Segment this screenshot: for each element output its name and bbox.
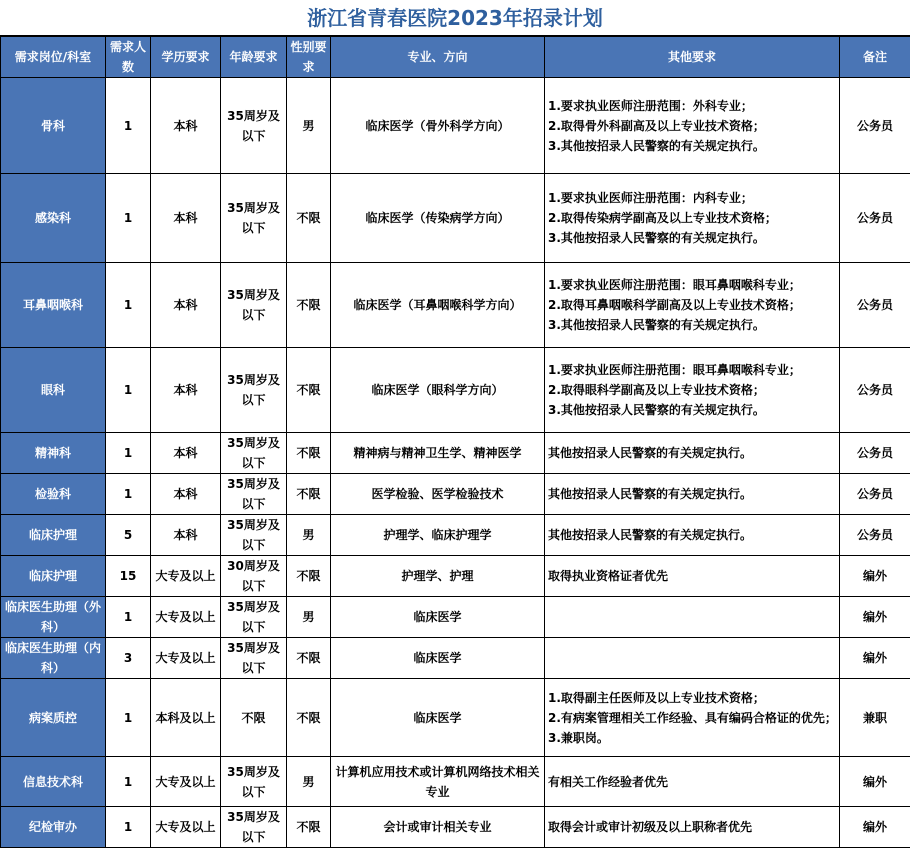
- requirement-line: 1.要求执业医师注册范围：眼耳鼻咽喉科专业；: [548, 360, 837, 380]
- major-cell: 临床医学: [331, 638, 545, 679]
- education-cell: 大专及以上: [151, 556, 221, 597]
- count-cell: 1: [106, 474, 151, 515]
- count-cell: 1: [106, 263, 151, 348]
- note-cell: 公务员: [840, 348, 910, 433]
- gender-cell: 不限: [287, 679, 331, 757]
- position-cell: 耳鼻咽喉科: [1, 263, 106, 348]
- major-cell: 临床医学（眼科学方向）: [331, 348, 545, 433]
- count-cell: 1: [106, 348, 151, 433]
- requirements-cell: [545, 597, 840, 638]
- requirement-line: 3.其他按招录人民警察的有关规定执行。: [548, 400, 837, 420]
- requirement-line: 1.取得副主任医师及以上专业技术资格；: [548, 688, 837, 708]
- note-cell: 编外: [840, 638, 910, 679]
- gender-cell: 男: [287, 78, 331, 174]
- requirement-line: 2.取得骨外科副高及以上专业技术资格；: [548, 116, 837, 136]
- requirements-cell: [545, 174, 840, 263]
- requirements-cell: [545, 348, 840, 433]
- note-cell: 公务员: [840, 174, 910, 263]
- age-cell: 35周岁及以下: [221, 807, 287, 848]
- age-cell: 30周岁及以下: [221, 556, 287, 597]
- note-cell: 编外: [840, 807, 910, 848]
- note-cell: 公务员: [840, 515, 910, 556]
- requirement-line: 1.要求执业医师注册范围：内科专业；: [548, 188, 837, 208]
- page-title: 浙江省青春医院2023年招录计划: [0, 0, 910, 36]
- major-cell: 临床医学: [331, 597, 545, 638]
- education-cell: 本科: [151, 474, 221, 515]
- requirement-line: 3.其他按招录人民警察的有关规定执行。: [548, 228, 837, 248]
- age-cell: 35周岁及以下: [221, 174, 287, 263]
- requirement-line: 2.有病案管理相关工作经验、具有编码合格证的优先；: [548, 708, 837, 728]
- position-cell: 检验科: [1, 474, 106, 515]
- gender-cell: 不限: [287, 474, 331, 515]
- note-cell: 公务员: [840, 263, 910, 348]
- requirement-line: 其他按招录人民警察的有关规定执行。: [548, 443, 837, 463]
- position-cell: 纪检审办: [1, 807, 106, 848]
- age-cell: 35周岁及以下: [221, 597, 287, 638]
- gender-cell: 不限: [287, 556, 331, 597]
- note-cell: 编外: [840, 757, 910, 807]
- note-cell: 公务员: [840, 474, 910, 515]
- major-cell: 护理学、临床护理学: [331, 515, 545, 556]
- table-row: [1, 174, 910, 263]
- table-row: [1, 807, 910, 848]
- requirement-line: 3.兼职岗。: [548, 728, 837, 748]
- major-cell: 临床医学（传染病学方向）: [331, 174, 545, 263]
- requirements-cell: [545, 433, 840, 474]
- table-row: [1, 597, 910, 638]
- table-row: [1, 263, 910, 348]
- requirement-line: 取得会计或审计初级及以上职称者优先: [548, 817, 837, 837]
- position-cell: 感染科: [1, 174, 106, 263]
- gender-cell: 不限: [287, 807, 331, 848]
- table-row: [1, 515, 910, 556]
- count-cell: 1: [106, 433, 151, 474]
- education-cell: 本科: [151, 174, 221, 263]
- age-cell: 35周岁及以下: [221, 757, 287, 807]
- count-cell: 1: [106, 807, 151, 848]
- requirement-line: 有相关工作经验者优先: [548, 772, 837, 792]
- table-row: [1, 638, 910, 679]
- requirement-line: 2.取得传染病学副高及以上专业技术资格；: [548, 208, 837, 228]
- education-cell: 本科及以上: [151, 679, 221, 757]
- education-cell: 本科: [151, 515, 221, 556]
- table-row: [1, 757, 910, 807]
- table-row: [1, 348, 910, 433]
- education-cell: 本科: [151, 263, 221, 348]
- gender-cell: 男: [287, 597, 331, 638]
- note-cell: 兼职: [840, 679, 910, 757]
- major-cell: 会计或审计相关专业: [331, 807, 545, 848]
- education-cell: 大专及以上: [151, 597, 221, 638]
- education-cell: 大专及以上: [151, 757, 221, 807]
- position-cell: 眼科: [1, 348, 106, 433]
- requirement-line: 其他按招录人民警察的有关规定执行。: [548, 484, 837, 504]
- position-cell: 信息技术科: [1, 757, 106, 807]
- age-cell: 35周岁及以下: [221, 433, 287, 474]
- requirement-line: 1.要求执业医师注册范围：外科专业；: [548, 96, 837, 116]
- gender-cell: 男: [287, 757, 331, 807]
- requirement-line: 取得执业资格证者优先: [548, 566, 837, 586]
- education-cell: 大专及以上: [151, 638, 221, 679]
- count-cell: 1: [106, 757, 151, 807]
- note-cell: 编外: [840, 556, 910, 597]
- requirements-cell: [545, 679, 840, 757]
- count-cell: 15: [106, 556, 151, 597]
- table-row: [1, 433, 910, 474]
- position-cell: 临床医生助理（外科）: [1, 597, 106, 638]
- requirements-cell: [545, 556, 840, 597]
- count-cell: 3: [106, 638, 151, 679]
- header-note: 备注: [840, 37, 910, 78]
- major-cell: 计算机应用技术或计算机网络技术相关专业: [331, 757, 545, 807]
- requirement-line: 2.取得眼科学副高及以上专业技术资格；: [548, 380, 837, 400]
- header-gender: 性别要求: [287, 37, 331, 78]
- recruitment-table: [0, 36, 910, 848]
- table-row: [1, 679, 910, 757]
- table-row: [1, 556, 910, 597]
- gender-cell: 不限: [287, 174, 331, 263]
- header-education: 学历要求: [151, 37, 221, 78]
- age-cell: 35周岁及以下: [221, 474, 287, 515]
- header-row: [1, 37, 910, 78]
- header-position: 需求岗位/科室: [1, 37, 106, 78]
- age-cell: 35周岁及以下: [221, 515, 287, 556]
- requirement-line: 1.要求执业医师注册范围：眼耳鼻咽喉科专业；: [548, 275, 837, 295]
- count-cell: 1: [106, 597, 151, 638]
- requirements-cell: [545, 757, 840, 807]
- age-cell: 不限: [221, 679, 287, 757]
- education-cell: 本科: [151, 433, 221, 474]
- gender-cell: 不限: [287, 638, 331, 679]
- requirement-line: 3.其他按招录人民警察的有关规定执行。: [548, 136, 837, 156]
- education-cell: 本科: [151, 348, 221, 433]
- major-cell: 精神病与精神卫生学、精神医学: [331, 433, 545, 474]
- requirements-cell: [545, 638, 840, 679]
- age-cell: 35周岁及以下: [221, 263, 287, 348]
- header-requirements: 其他要求: [545, 37, 840, 78]
- major-cell: 临床医学: [331, 679, 545, 757]
- age-cell: 35周岁及以下: [221, 638, 287, 679]
- header-major: 专业、方向: [331, 37, 545, 78]
- position-cell: 临床护理: [1, 556, 106, 597]
- gender-cell: 不限: [287, 348, 331, 433]
- header-count: 需求人数: [106, 37, 151, 78]
- position-cell: 临床护理: [1, 515, 106, 556]
- requirements-cell: [545, 807, 840, 848]
- gender-cell: 不限: [287, 433, 331, 474]
- position-cell: 骨科: [1, 78, 106, 174]
- requirements-cell: [545, 78, 840, 174]
- requirements-cell: [545, 474, 840, 515]
- count-cell: 1: [106, 78, 151, 174]
- position-cell: 临床医生助理（内科）: [1, 638, 106, 679]
- requirement-line: 2.取得耳鼻咽喉科学副高及以上专业技术资格；: [548, 295, 837, 315]
- age-cell: 35周岁及以下: [221, 348, 287, 433]
- major-cell: 护理学、护理: [331, 556, 545, 597]
- table-row: [1, 78, 910, 174]
- gender-cell: 男: [287, 515, 331, 556]
- count-cell: 1: [106, 679, 151, 757]
- education-cell: 本科: [151, 78, 221, 174]
- count-cell: 1: [106, 174, 151, 263]
- requirements-cell: [545, 263, 840, 348]
- education-cell: 大专及以上: [151, 807, 221, 848]
- gender-cell: 不限: [287, 263, 331, 348]
- note-cell: 公务员: [840, 78, 910, 174]
- age-cell: 35周岁及以下: [221, 78, 287, 174]
- table-row: [1, 474, 910, 515]
- position-cell: 病案质控: [1, 679, 106, 757]
- note-cell: 公务员: [840, 433, 910, 474]
- major-cell: 临床医学（骨外科学方向）: [331, 78, 545, 174]
- requirement-line: 3.其他按招录人民警察的有关规定执行。: [548, 315, 837, 335]
- requirement-line: 其他按招录人民警察的有关规定执行。: [548, 525, 837, 545]
- count-cell: 5: [106, 515, 151, 556]
- position-cell: 精神科: [1, 433, 106, 474]
- major-cell: 临床医学（耳鼻咽喉科学方向）: [331, 263, 545, 348]
- header-age: 年龄要求: [221, 37, 287, 78]
- note-cell: 编外: [840, 597, 910, 638]
- requirements-cell: [545, 515, 840, 556]
- major-cell: 医学检验、医学检验技术: [331, 474, 545, 515]
